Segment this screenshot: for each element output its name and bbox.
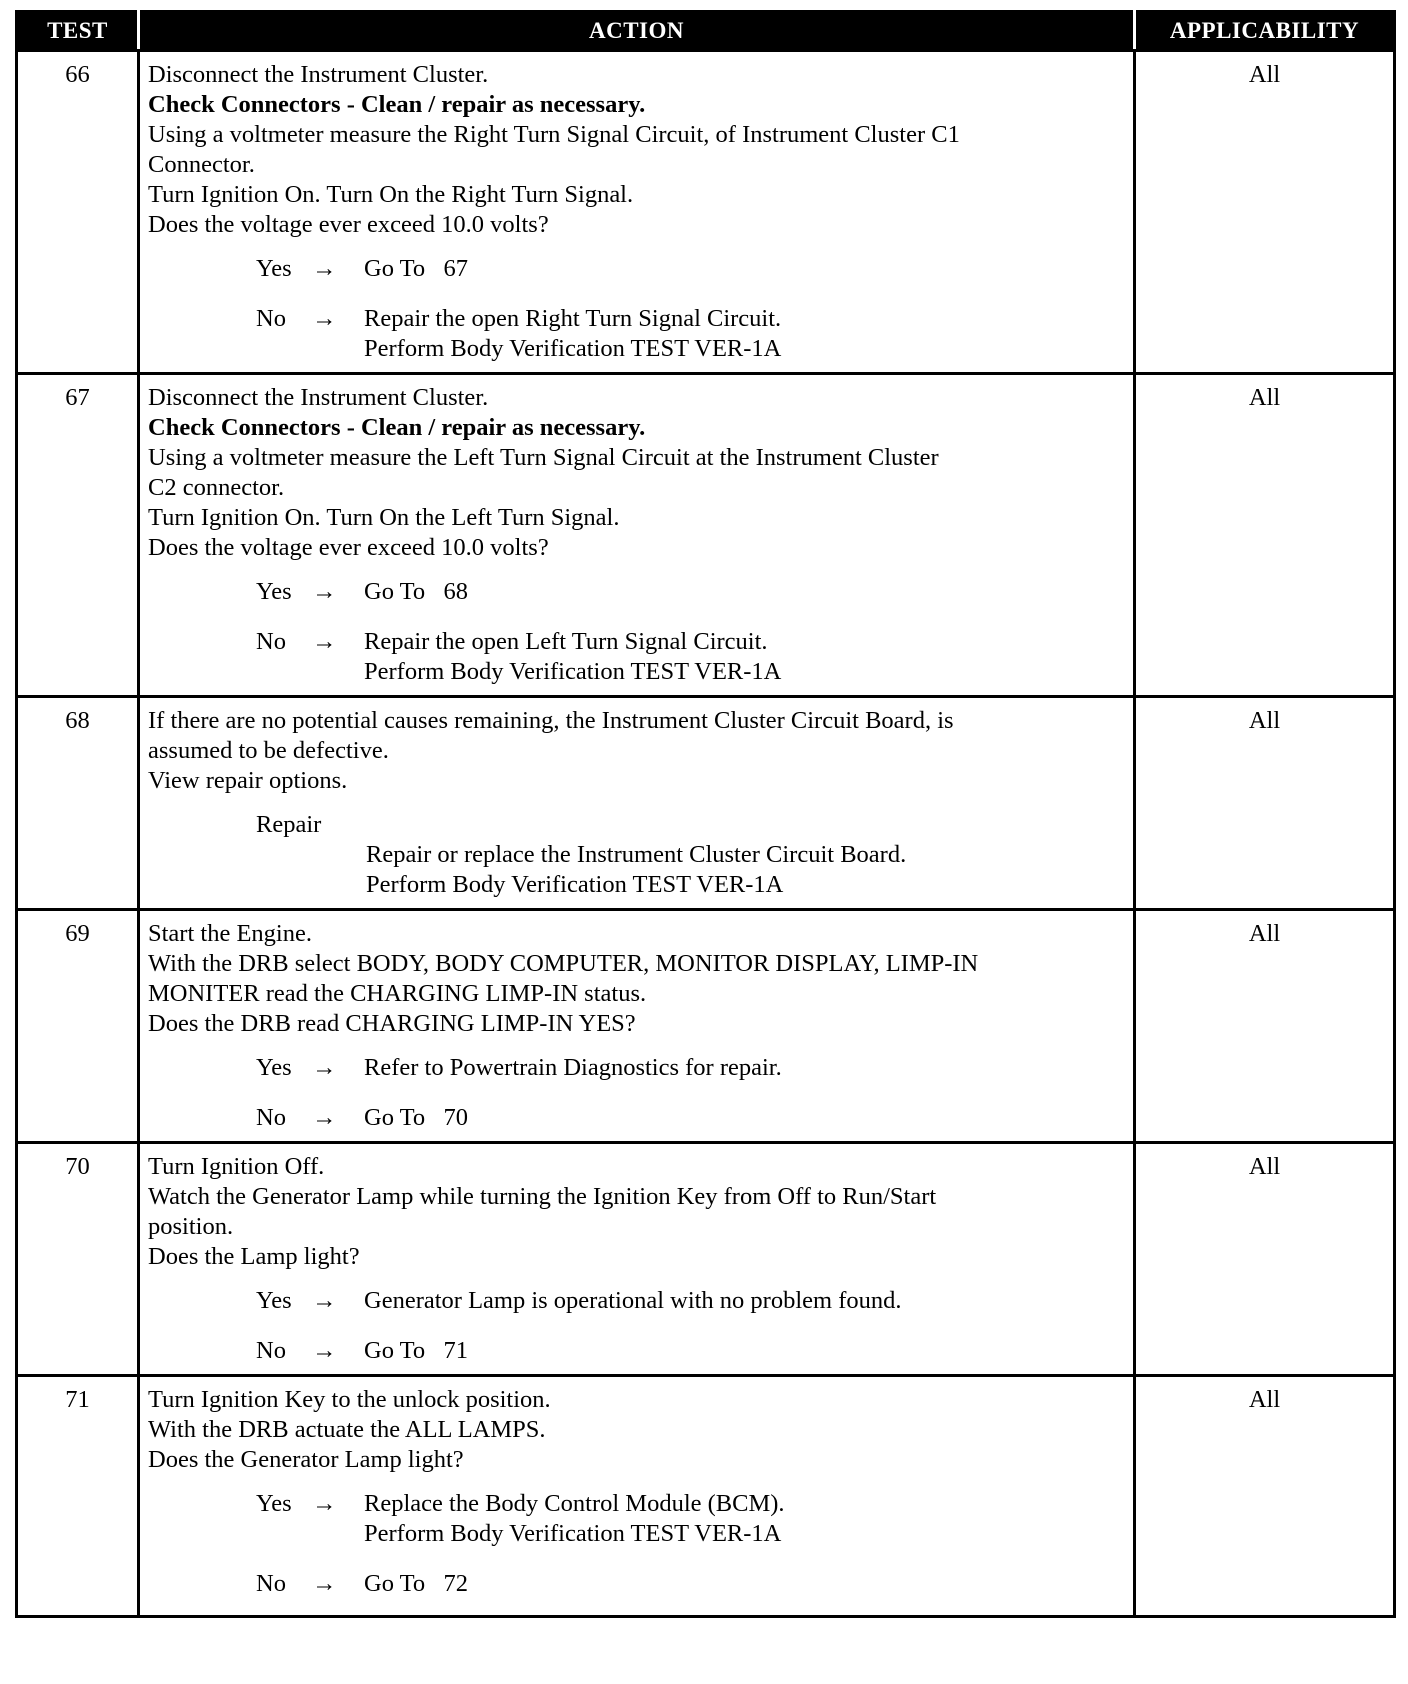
action-line: If there are no potential causes remaining, the Instrument Cluster Circuit Board, is <box>148 707 954 734</box>
test-number: 68 <box>17 697 139 910</box>
arrow-right-icon: → <box>312 628 337 655</box>
table-row <box>17 697 1395 910</box>
test-number: 69 <box>17 910 139 1143</box>
outcome-line: Perform Body Verification TEST VER-1A <box>364 335 782 362</box>
action-cell <box>139 1376 1135 1617</box>
action-line: Check Connectors - Clean / repair as necessary. <box>148 91 646 118</box>
action-cell <box>139 1143 1135 1376</box>
outcome-line: Go To 67 <box>364 255 469 282</box>
applicability-cell: All <box>1135 374 1395 697</box>
outcome-line: Repair the open Left Turn Signal Circuit. <box>364 628 768 655</box>
outcome-yes <box>256 1286 1125 1316</box>
outcome-text <box>364 304 1125 364</box>
outcome-line: Go To 71 <box>364 1337 469 1364</box>
action-line: Watch the Generator Lamp while turning the Ignition Key from Off to Run/Start <box>148 1183 937 1210</box>
test-number: 70 <box>17 1143 139 1376</box>
header-applicability: APPLICABILITY <box>1135 12 1395 51</box>
table-row <box>17 51 1395 374</box>
arrow-right-icon: → <box>312 1287 337 1314</box>
outcome-line: Refer to Powertrain Diagnostics for repair. <box>364 1054 782 1081</box>
outcome-line: Replace the Body Control Module (BCM). <box>364 1490 785 1517</box>
outcome-label: Yes <box>256 578 292 605</box>
outcome-no <box>256 627 1125 687</box>
arrow-right-icon: → <box>312 1104 337 1131</box>
action-cell <box>139 51 1135 374</box>
action-line: position. <box>148 1213 234 1240</box>
applicability-cell: All <box>1135 697 1395 910</box>
outcome-line: Go To 68 <box>364 578 469 605</box>
arrow-right-icon: → <box>312 1490 337 1517</box>
outcome-text <box>364 1569 1125 1599</box>
table-row <box>17 1376 1395 1617</box>
test-number: 71 <box>17 1376 139 1617</box>
outcome-yes <box>256 254 1125 284</box>
test-number: 66 <box>17 51 139 374</box>
action-line: Start the Engine. <box>148 920 312 947</box>
arrow-right-icon: → <box>312 255 337 282</box>
applicability-cell: All <box>1135 910 1395 1143</box>
table-row <box>17 374 1395 697</box>
action-line: Disconnect the Instrument Cluster. <box>148 384 489 411</box>
outcome-text <box>364 254 1125 284</box>
outcome-text <box>364 1286 1125 1316</box>
action-line: Check Connectors - Clean / repair as necessary. <box>148 414 646 441</box>
action-line: With the DRB actuate the ALL LAMPS. <box>148 1416 546 1443</box>
action-cell <box>139 910 1135 1143</box>
outcome-line: Go To 70 <box>364 1104 469 1131</box>
outcomes <box>148 1489 1125 1599</box>
outcome-line: Go To 72 <box>364 1570 469 1597</box>
outcomes <box>148 1286 1125 1366</box>
table-body <box>17 51 1395 1617</box>
repair-options <box>148 810 1125 900</box>
header-test: TEST <box>17 12 139 51</box>
action-line: With the DRB select BODY, BODY COMPUTER, MONITOR DISPLAY, LIMP-IN <box>148 950 979 977</box>
repair-line: Perform Body Verification TEST VER-1A <box>366 871 784 898</box>
outcome-text <box>364 627 1125 687</box>
diagnostic-table <box>15 10 1396 1618</box>
action-line: C2 connector. <box>148 474 285 501</box>
action-line: Turn Ignition On. Turn On the Left Turn Signal. <box>148 504 620 531</box>
outcome-text <box>364 1489 1125 1549</box>
outcome-label: No <box>256 1337 286 1364</box>
outcome-label: Yes <box>256 1490 292 1517</box>
outcome-label: Yes <box>256 255 292 282</box>
table-row <box>17 1143 1395 1376</box>
outcome-label: No <box>256 628 286 655</box>
repair-line: Repair or replace the Instrument Cluster Circuit Board. <box>366 841 907 868</box>
repair-text <box>256 840 1125 900</box>
outcomes <box>148 577 1125 687</box>
outcome-no <box>256 1336 1125 1366</box>
action-line: MONITER read the CHARGING LIMP-IN status. <box>148 980 647 1007</box>
action-line: Does the voltage ever exceed 10.0 volts? <box>148 211 549 238</box>
action-line: Does the voltage ever exceed 10.0 volts? <box>148 534 549 561</box>
action-line: Connector. <box>148 151 255 178</box>
applicability-cell: All <box>1135 1143 1395 1376</box>
header-action: ACTION <box>139 12 1135 51</box>
arrow-right-icon: → <box>312 578 337 605</box>
arrow-right-icon: → <box>312 305 337 332</box>
outcome-no <box>256 304 1125 364</box>
header-row <box>17 12 1395 51</box>
action-line: Disconnect the Instrument Cluster. <box>148 61 489 88</box>
repair-label: Repair <box>256 811 322 838</box>
outcome-line: Perform Body Verification TEST VER-1A <box>364 658 782 685</box>
arrow-right-icon: → <box>312 1337 337 1364</box>
outcome-label: No <box>256 1104 286 1131</box>
applicability-cell: All <box>1135 51 1395 374</box>
outcome-line: Perform Body Verification TEST VER-1A <box>364 1520 782 1547</box>
action-line: assumed to be defective. <box>148 737 389 764</box>
outcome-text <box>364 577 1125 607</box>
outcome-line: Generator Lamp is operational with no problem found. <box>364 1287 902 1314</box>
outcome-text <box>364 1103 1125 1133</box>
diagnostic-test-sheet <box>15 10 1393 1618</box>
action-line: Does the Generator Lamp light? <box>148 1446 464 1473</box>
outcome-yes <box>256 1489 1125 1549</box>
action-line: Turn Ignition Key to the unlock position. <box>148 1386 551 1413</box>
test-number: 67 <box>17 374 139 697</box>
outcomes <box>148 254 1125 364</box>
outcome-text <box>364 1336 1125 1366</box>
outcome-no <box>256 1103 1125 1133</box>
action-cell <box>139 374 1135 697</box>
outcome-label: No <box>256 1570 286 1597</box>
table-row <box>17 910 1395 1143</box>
outcome-label: Yes <box>256 1054 292 1081</box>
action-line: Using a voltmeter measure the Left Turn Signal Circuit at the Instrument Cluster <box>148 444 939 471</box>
arrow-right-icon: → <box>312 1054 337 1081</box>
outcome-line: Repair the open Right Turn Signal Circuit. <box>364 305 782 332</box>
action-line: Turn Ignition Off. <box>148 1153 325 1180</box>
action-line: Using a voltmeter measure the Right Turn Signal Circuit, of Instrument Cluster C1 <box>148 121 960 148</box>
outcomes <box>148 1053 1125 1133</box>
action-line: View repair options. <box>148 767 348 794</box>
action-line: Does the Lamp light? <box>148 1243 360 1270</box>
action-line: Turn Ignition On. Turn On the Right Turn Signal. <box>148 181 634 208</box>
outcome-no <box>256 1569 1125 1599</box>
action-line: Does the DRB read CHARGING LIMP-IN YES? <box>148 1010 636 1037</box>
applicability-cell: All <box>1135 1376 1395 1617</box>
action-cell <box>139 697 1135 910</box>
outcome-label: Yes <box>256 1287 292 1314</box>
outcome-yes <box>256 1053 1125 1083</box>
outcome-label: No <box>256 305 286 332</box>
arrow-right-icon: → <box>312 1570 337 1597</box>
outcome-text <box>364 1053 1125 1083</box>
outcome-yes <box>256 577 1125 607</box>
